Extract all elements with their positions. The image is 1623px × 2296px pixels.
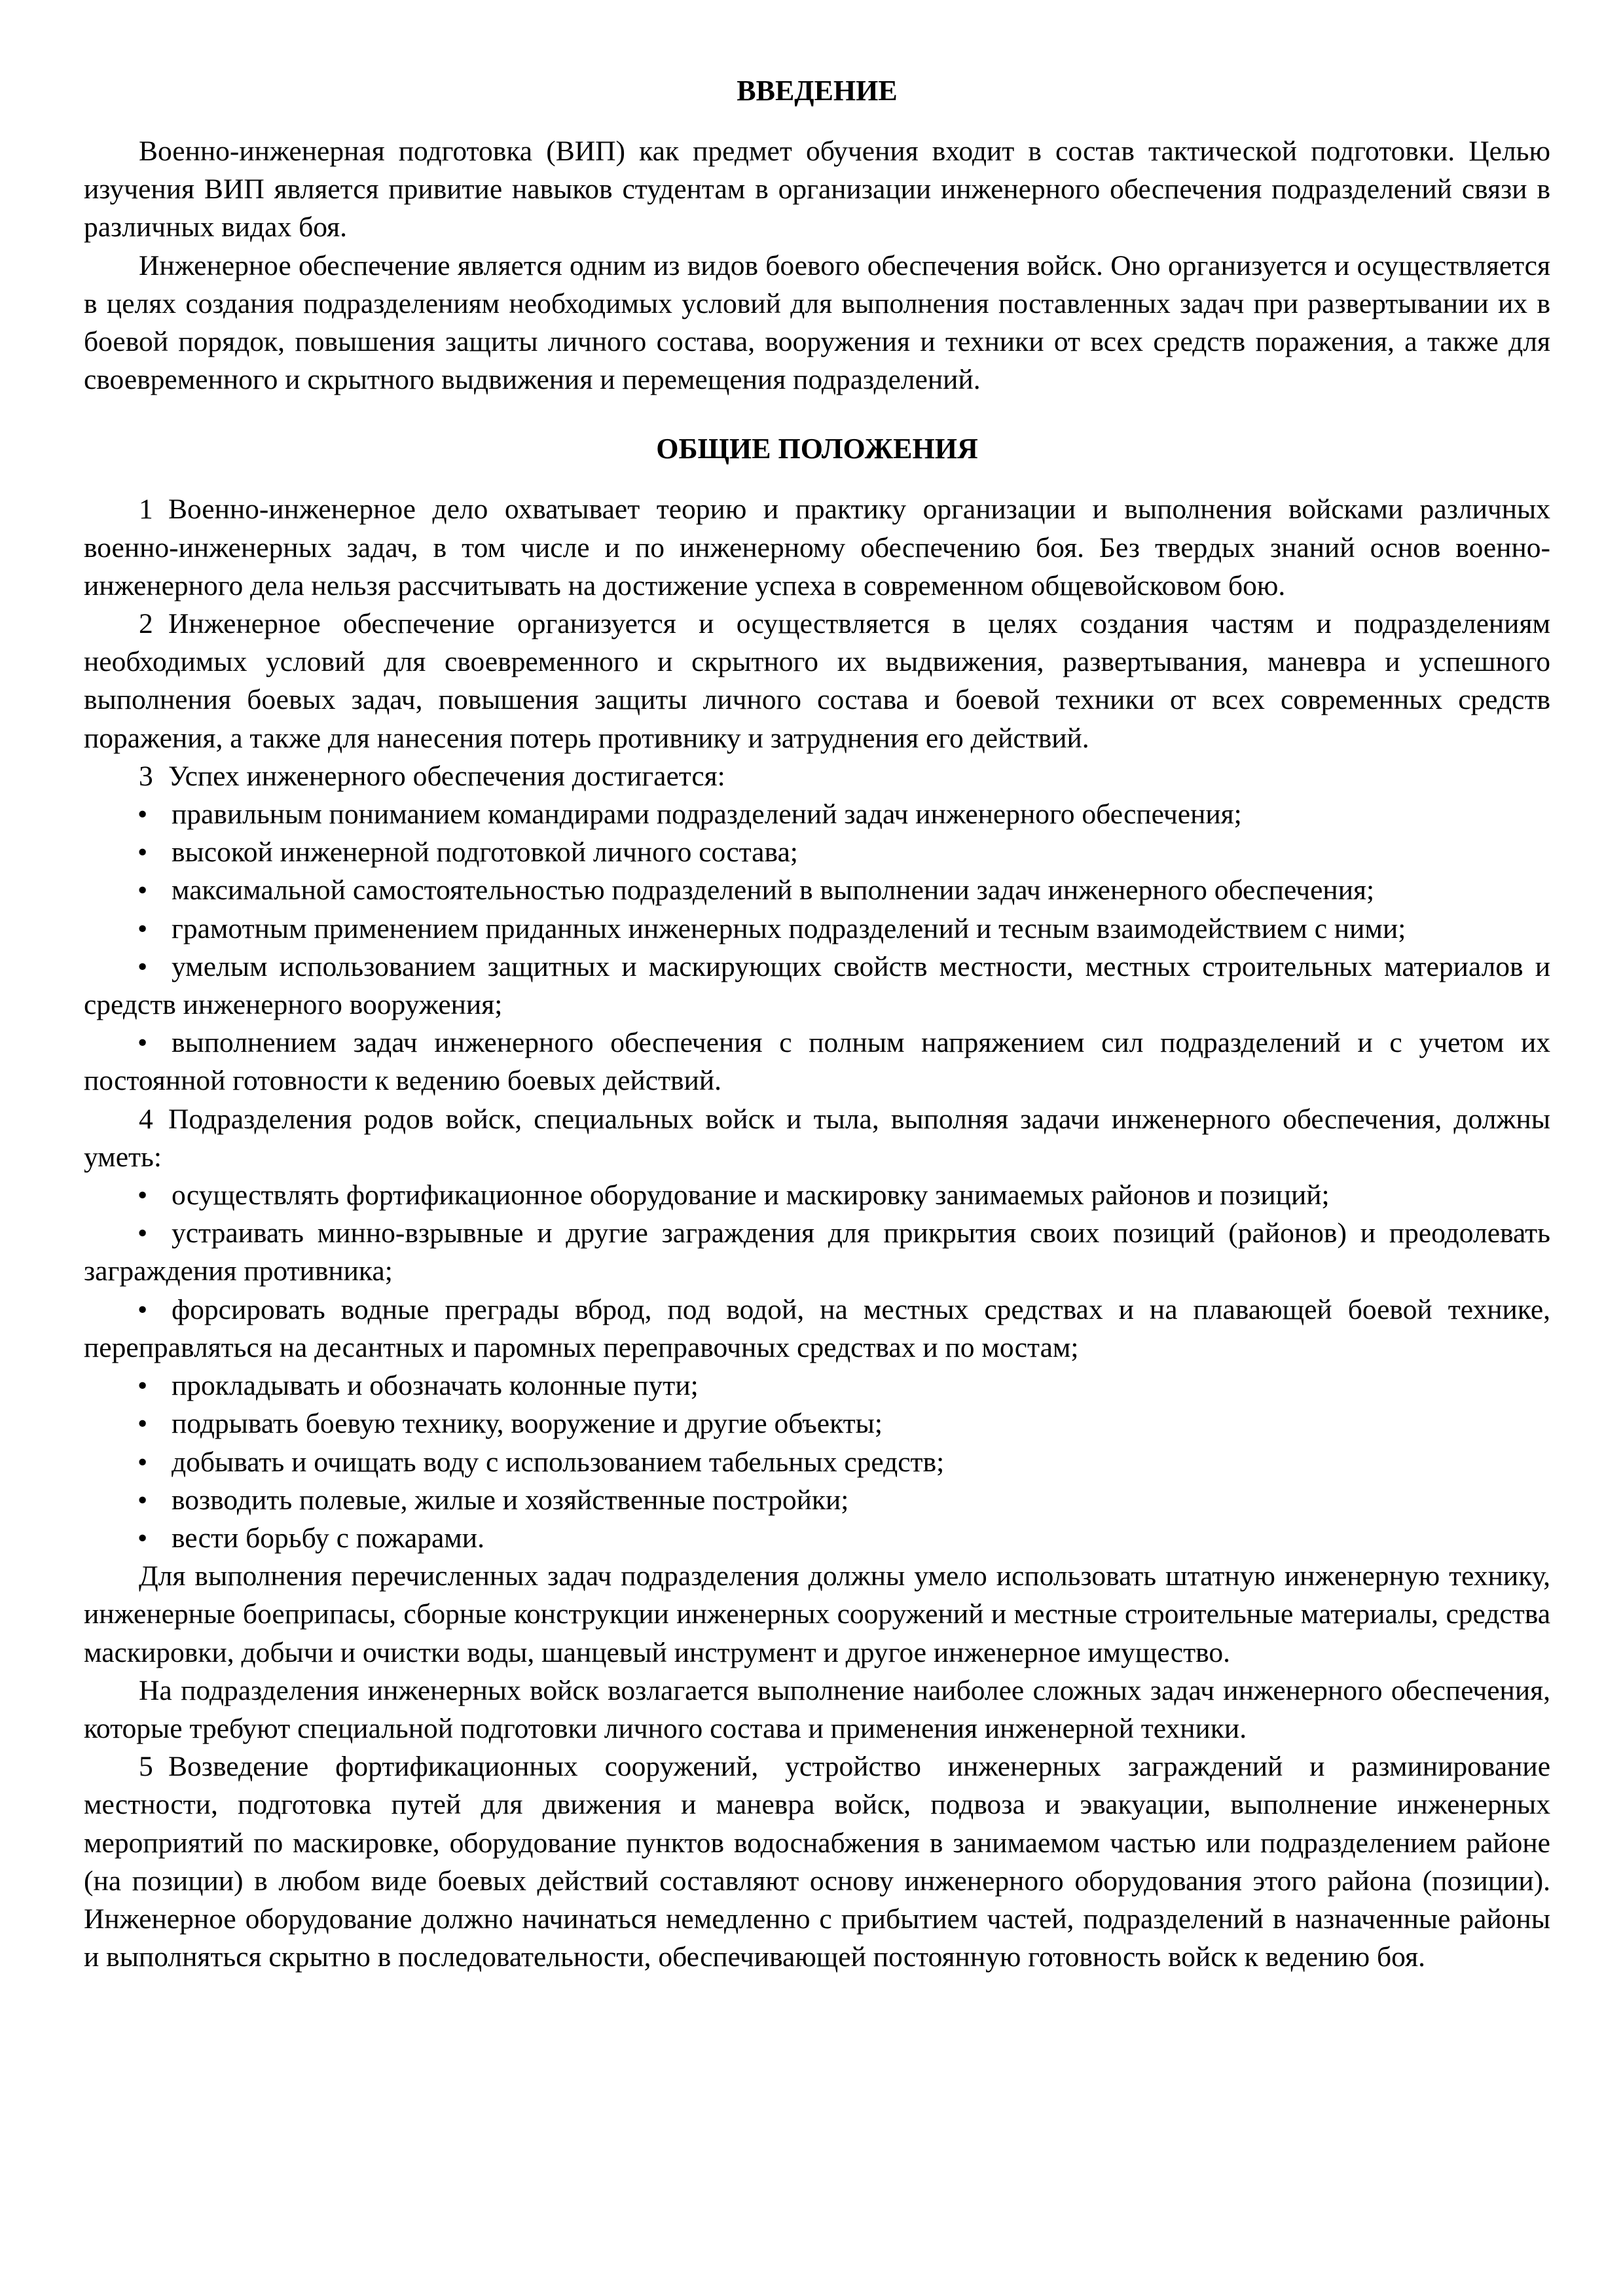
bullet-text: устраивать минно-взрывные и другие заграждения для прикрытия своих позиций (районов) и преодолевать заграждения противника; — [84, 1217, 1550, 1287]
bullet-icon: • — [137, 1027, 148, 1059]
bullet-item — [84, 948, 1550, 1024]
bullet-item — [84, 1481, 1550, 1519]
bullet-item — [84, 1367, 1550, 1405]
bullet-text: максимальной самостоятельностью подразделений в выполнении задач инженерного обеспечения; — [172, 874, 1375, 906]
bullet-icon: • — [137, 798, 148, 831]
bullet-item — [84, 1176, 1550, 1214]
document-page — [84, 72, 1550, 1976]
bullet-icon: • — [137, 1370, 148, 1402]
item-text: Возведение фортификационных сооружений, устройство инженерных заграждений и разминирование местности, подготовка путей для движения и маневра войск, подвоза и эвакуации, выполнение инженерных мероприятий по маскировке, оборудование пунктов водоснабжения в занимаемом частью или подразделением районе (на позиции) в любом виде боевых действий составляют основу инженерного оборудования этого района (позиции). Инженерное оборудование должно начинаться немедленно с прибытием частей, подразделений в назначенные районы и выполняться скрытно в последовательности, обеспечивающей постоянную готовность войск к ведению боя. — [84, 1751, 1550, 1973]
bullet-item — [84, 1519, 1550, 1557]
section-title-introduction: ВВЕДЕНИЕ — [737, 75, 898, 107]
bullet-text: прокладывать и обозначать колонные пути; — [172, 1370, 699, 1402]
bullet-text: выполнением задач инженерного обеспечения с полным напряжением сил подразделений и с учетом их постоянной готовности к ведению боевых действий. — [84, 1027, 1550, 1097]
bullet-item — [84, 795, 1550, 833]
numbered-paragraph-1 — [84, 490, 1550, 605]
item-number: 1 — [139, 493, 153, 526]
bullet-icon: • — [137, 1446, 148, 1478]
bullet-text: форсировать водные преграды вброд, под водой, на местных средствах и на плавающей боевой технике, переправляться на десантных и паромных переправочных средствах и по мостам; — [84, 1293, 1550, 1363]
bullet-item — [84, 1214, 1550, 1290]
numbered-paragraph-5 — [84, 1748, 1550, 1976]
bullet-text: подрывать боевую технику, вооружение и другие объекты; — [172, 1408, 883, 1440]
body-paragraph: Для выполнения перечисленных задач подразделения должны умело использовать штатную инженерную технику, инженерные боеприпасы, сборные конструкции инженерных сооружений и местные строительные материалы, средства маскировки, добычи и очистки воды, шанцевый инструмент и другое инженерное имущество. — [84, 1560, 1550, 1668]
bullet-item — [84, 1291, 1550, 1367]
item-number: 4 — [139, 1103, 153, 1135]
bullet-text: высокой инженерной подготовкой личного состава; — [172, 836, 798, 869]
bullet-text: добывать и очищать воду с использованием табельных средств; — [172, 1446, 945, 1478]
bullet-item — [84, 833, 1550, 871]
item-text: Успех инженерного обеспечения достигается: — [168, 760, 725, 792]
bullet-text: грамотным применением приданных инженерных подразделений и тесным взаимодействием с ними; — [172, 912, 1406, 944]
bullet-item — [84, 871, 1550, 909]
numbered-paragraph-4 — [84, 1100, 1550, 1176]
bullet-icon: • — [137, 1217, 148, 1249]
bullet-icon: • — [137, 874, 148, 906]
item-text: Подразделения родов войск, специальных войск и тыла, выполняя задачи инженерного обеспечения, должны уметь: — [84, 1103, 1550, 1173]
numbered-paragraph-2 — [84, 605, 1550, 757]
intro-paragraph: Инженерное обеспечение является одним из видов боевого обеспечения войск. Оно организуется и осуществляется в целях создания подразделениям необходимых условий для выполнения поставленных задач при развертывании их в боевой порядок, повышения защиты личного состава, вооружения и техники от всех средств поражения, а также для своевременного и скрытного выдвижения и перемещения подразделений. — [84, 249, 1550, 396]
item-number: 5 — [139, 1751, 153, 1783]
intro-paragraph: Военно-инженерная подготовка (ВИП) как предмет обучения входит в состав тактической подготовки. Целью изучения ВИП является привитие навыков студентам в организации инженерного обеспечения подразделений связи в различных видах боя. — [84, 135, 1550, 243]
bullet-text: умелым использованием защитных и маскирующих свойств местности, местных строительных материалов и средств инженерного вооружения; — [84, 950, 1550, 1021]
item-number: 3 — [139, 760, 153, 792]
bullet-text: правильным пониманием командирами подразделений задач инженерного обеспечения; — [172, 798, 1242, 831]
bullet-icon: • — [137, 950, 148, 982]
bullet-icon: • — [137, 1179, 148, 1211]
bullet-text: вести борьбу с пожарами. — [172, 1522, 484, 1554]
section-title-general-provisions: ОБЩИЕ ПОЛОЖЕНИЯ — [656, 433, 978, 465]
bullet-text: возводить полевые, жилые и хозяйственные постройки; — [172, 1484, 849, 1516]
item-text: Военно-инженерное дело охватывает теорию и практику организации и выполнения войсками различных военно-инженерных задач, в том числе и по инженерному обеспечению боя. Без твердых знаний основ военно-инженерного дела нельзя рассчитывать на достижение успеха в современном общевойсковом бою. — [84, 493, 1550, 601]
item-number: 2 — [139, 608, 153, 640]
bullet-item — [84, 1024, 1550, 1100]
bullet-text: осуществлять фортификационное оборудование и маскировку занимаемых районов и позиций; — [172, 1179, 1330, 1211]
bullet-icon: • — [137, 1522, 148, 1554]
bullet-item — [84, 1405, 1550, 1443]
bullet-icon: • — [137, 1484, 148, 1516]
numbered-paragraph-3 — [84, 757, 1550, 795]
bullet-icon: • — [137, 836, 148, 869]
item-text: Инженерное обеспечение организуется и осуществляется в целях создания частям и подразделениям необходимых условий для своевременного и скрытного их выдвижения, развертывания, маневра и успешного выполнения боевых задач, повышения защиты личного состава и боевой техники от всех современных средств поражения, а также для нанесения потерь противнику и затруднения его действий. — [84, 608, 1550, 754]
body-paragraph: На подразделения инженерных войск возлагается выполнение наиболее сложных задач инженерного обеспечения, которые требуют специальной подготовки личного состава и применения инженерной техники. — [84, 1674, 1550, 1744]
bullet-icon: • — [137, 1293, 148, 1325]
bullet-item — [84, 1443, 1550, 1481]
bullet-icon: • — [137, 912, 148, 944]
bullet-item — [84, 910, 1550, 948]
bullet-icon: • — [137, 1408, 148, 1440]
